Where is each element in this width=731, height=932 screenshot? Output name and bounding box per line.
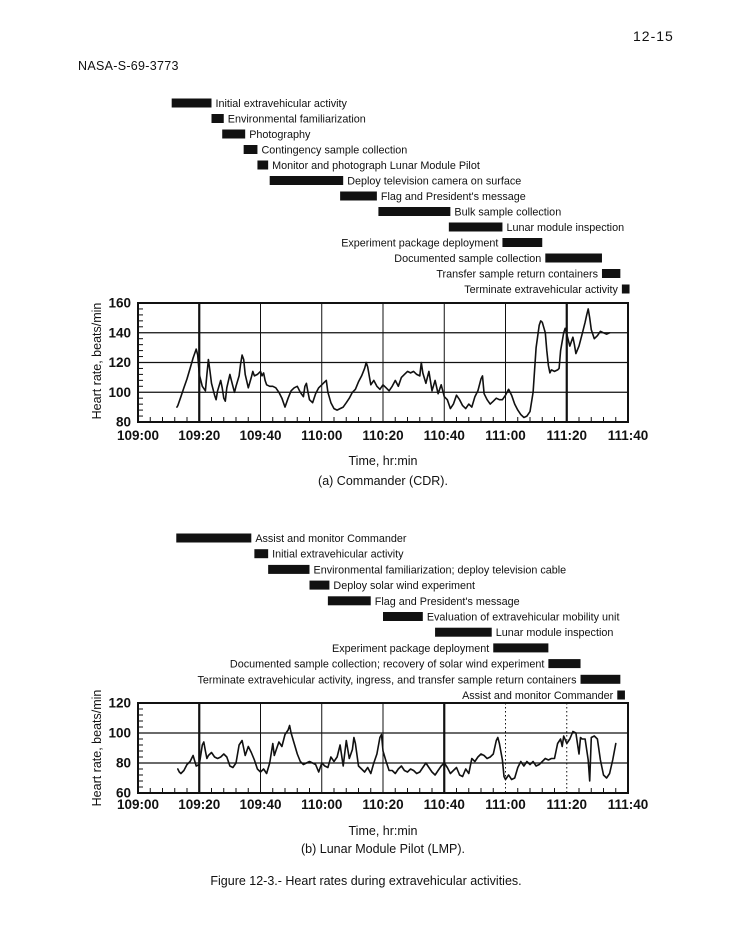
activity-bar — [383, 612, 423, 621]
x-tick-label: 109:40 — [239, 797, 282, 812]
x-tick-label: 111:20 — [546, 428, 588, 443]
subfigure-caption-cdr: (a) Commander (CDR). — [318, 474, 448, 488]
y-tick-label: 120 — [108, 695, 131, 711]
x-tick-label: 109:00 — [116, 428, 160, 443]
activity-label: Environmental familiarization; deploy television cable — [313, 564, 567, 577]
y-axis-label-lmp: Heart rate, beats/min — [90, 689, 104, 807]
subfigure-caption-lmp: (b) Lunar Module Pilot (LMP). — [301, 842, 465, 856]
activity-bar — [502, 238, 542, 247]
y-tick-label: 100 — [108, 725, 131, 741]
activity-bar — [548, 659, 580, 668]
activity-bar — [617, 691, 625, 700]
x-tick-label: 111:20 — [546, 797, 588, 812]
activity-label: Evaluation of extravehicular mobility unit — [426, 611, 620, 624]
activity-bar — [622, 285, 630, 294]
activity-label: Initial extravehicular activity — [215, 98, 347, 110]
activity-label: Assist and monitor Commander — [462, 690, 614, 702]
activity-label: Assist and monitor Commander — [255, 533, 407, 545]
y-axis-label-cdr: Heart rate, beats/min — [90, 302, 104, 420]
x-tick-label: 109:40 — [239, 428, 282, 443]
x-tick-label: 110:00 — [301, 797, 343, 812]
y-tick-label: 120 — [108, 355, 131, 370]
activity-label: Documented sample collection; recovery of solar wind experiment — [229, 658, 545, 671]
heart-rate-trace — [177, 309, 610, 418]
activity-label: Terminate extravehicular activity, ingress, and transfer sample return containers — [197, 674, 577, 687]
activity-bar — [254, 549, 268, 558]
x-tick-label: 109:20 — [178, 428, 221, 443]
report-id: NASA-S-69-3773 — [78, 59, 179, 73]
activity-bar — [340, 192, 377, 201]
x-tick-label: 111:00 — [485, 428, 526, 443]
activity-bar — [328, 596, 371, 605]
figure-caption: Figure 12-3.- Heart rates during extravehicular activities. — [210, 874, 522, 888]
x-tick-label: 110:40 — [423, 428, 465, 443]
y-tick-label: 80 — [115, 755, 131, 771]
activity-bar — [449, 223, 503, 232]
activity-label: Environmental familiarization — [227, 113, 366, 126]
activity-label: Experiment package deployment — [341, 237, 499, 250]
y-tick-label: 100 — [108, 384, 131, 400]
activity-label: Flag and President's message — [380, 191, 526, 203]
activity-bar — [581, 675, 621, 684]
activity-label: Flag and President's message — [374, 595, 520, 608]
x-tick-label: 111:40 — [607, 428, 649, 443]
activity-bar — [493, 643, 548, 652]
x-axis-label-cdr: Time, hr:min — [348, 454, 418, 468]
activity-bar — [172, 99, 212, 108]
y-tick-label: 60 — [115, 785, 131, 801]
x-axis-label-lmp: Time, hr:min — [348, 824, 418, 838]
x-tick-label: 110:00 — [301, 428, 343, 443]
activity-bar — [257, 161, 268, 170]
heart-rate-trace — [178, 726, 616, 782]
y-tick-label: 160 — [108, 295, 131, 311]
activity-bar — [244, 145, 258, 154]
y-tick-label: 80 — [115, 414, 131, 430]
activity-label: Lunar module inspection — [495, 627, 614, 640]
activity-label: Deploy television camera on surface — [347, 175, 522, 188]
activity-label: Terminate extravehicular activity — [464, 284, 618, 296]
activity-label: Transfer sample return containers — [436, 268, 598, 281]
activity-label: Contingency sample collection — [261, 144, 408, 157]
activity-label: Monitor and photograph Lunar Module Pilot — [272, 160, 480, 172]
x-tick-label: 109:20 — [178, 797, 221, 812]
activity-bar — [222, 130, 245, 139]
activity-bar — [602, 269, 620, 278]
x-tick-label: 111:40 — [607, 797, 649, 812]
x-tick-label: 110:20 — [362, 797, 404, 812]
activity-bar — [212, 114, 224, 123]
page-number: 12-15 — [633, 28, 674, 44]
activity-label: Photography — [249, 129, 311, 141]
activity-bar — [268, 565, 309, 574]
activity-label: Documented sample collection — [394, 253, 542, 265]
activity-bar — [545, 254, 602, 263]
activity-label: Deploy solar wind experiment — [333, 580, 476, 593]
x-tick-label: 111:00 — [485, 797, 526, 812]
activity-bar — [176, 534, 251, 543]
activity-bar — [310, 581, 330, 590]
activity-label: Lunar module inspection — [506, 222, 625, 234]
x-tick-label: 109:00 — [116, 797, 160, 812]
activity-label: Initial extravehicular activity — [272, 548, 404, 561]
activity-bar — [435, 628, 492, 637]
x-tick-label: 110:20 — [362, 428, 404, 443]
activity-bar — [270, 176, 344, 185]
y-tick-label: 140 — [108, 325, 131, 341]
x-tick-label: 110:40 — [423, 797, 465, 812]
activity-label: Bulk sample collection — [454, 206, 562, 219]
activity-bar — [378, 207, 450, 216]
activity-label: Experiment package deployment — [332, 642, 490, 655]
